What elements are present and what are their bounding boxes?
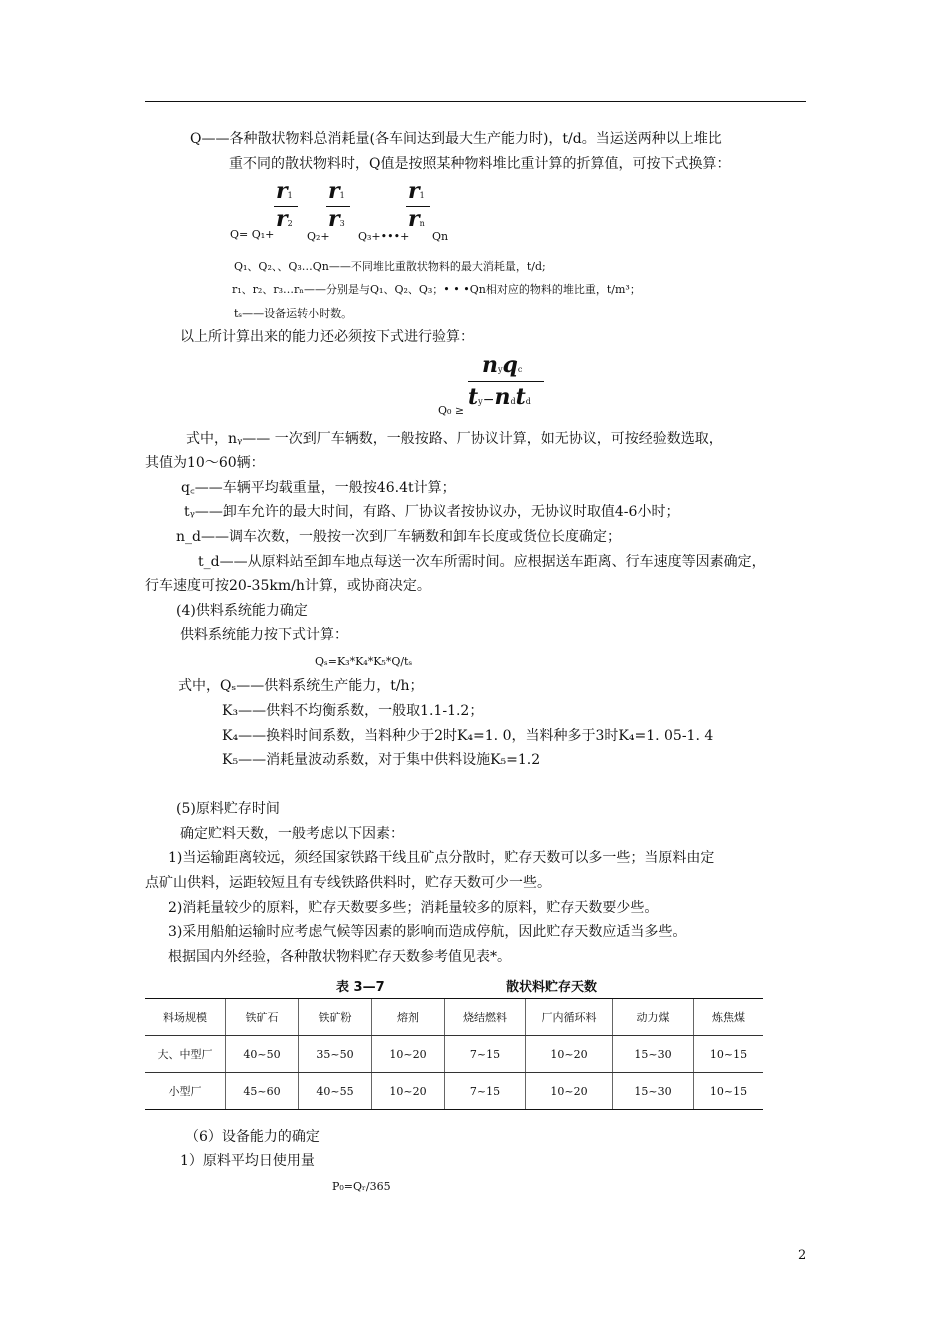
section-heading: （6）设备能力的确定 <box>185 1129 320 1145</box>
table-cell: 小型厂 <box>145 1073 226 1110</box>
text-line: K₃——供料不均衡系数，一般取1.1-1.2； <box>222 703 484 719</box>
text-line: n_d——调车次数，一般按一次到厂车辆数和卸车长度或货位长度确定； <box>176 529 621 545</box>
table-header-cell: 料场规模 <box>145 999 226 1036</box>
text-line: 1)当运输距离较远，须经国家铁路干线且矿点分散时，贮存天数可以多一些；当原料由定 <box>168 850 715 866</box>
text-line: Q₁、Q₂、、Q₃…Qn——不同堆比重散状物料的最大消耗量，t/d; <box>234 260 546 273</box>
text-line: r₁、r₂、r₃…rₙ——分别是与Q₁、Q₂、Q₃；• • •Qn相对应的物料的堆比重，t/m³； <box>232 283 641 296</box>
table-header-cell: 烧结燃料 <box>445 999 526 1036</box>
table-header-cell: 炼焦煤 <box>694 999 764 1036</box>
text-line: 式中，nᵧ—— 一次到厂车辆数，一般按路、厂协议计算，如无协议，可按经验数选取， <box>186 431 723 447</box>
text-line: 3)采用船舶运输时应考虑气候等因素的影响而造成停航，因此贮存天数应适当多些。 <box>168 924 687 940</box>
text-line: 确定贮料天数，一般考虑以下因素： <box>180 826 404 842</box>
table-header-cell: 厂内循环料 <box>526 999 613 1036</box>
table-cell: 10~15 <box>694 1073 764 1110</box>
text-line: K₅——消耗量波动系数，对于集中供料设施K₅=1.2 <box>222 752 541 768</box>
text-line: t_d——从原料站至卸车地点每送一次车所需时间。应根据送车距离、行车速度等因素确定， <box>198 554 766 570</box>
text-line: q꜀——车辆平均载重量，一般按46.4t计算； <box>181 480 456 496</box>
table-row <box>145 1073 763 1110</box>
text-line: 行车速度可按20-35km/h计算，或协商决定。 <box>145 578 431 594</box>
formula-capacity-check: nyqc Q₀ ≥ ty−ndtd <box>438 352 568 422</box>
section-heading: (5)原料贮存时间 <box>176 801 280 817</box>
table-cell: 10~20 <box>372 1036 445 1073</box>
formula-supply: Qₛ=K₃*K₄*K₅*Q/tₛ <box>315 655 413 668</box>
text-line: 根据国内外经验，各种散状物料贮存天数参考值见表*。 <box>168 949 511 965</box>
section-heading: (4)供料系统能力确定 <box>176 603 308 619</box>
table-header-cell: 铁矿粉 <box>299 999 372 1036</box>
table-cell: 10~20 <box>372 1073 445 1110</box>
text-line: 重不同的散状物料时，Q值是按照某种物料堆比重计算的折算值，可按下式换算： <box>229 156 731 172</box>
table-cell: 10~15 <box>694 1036 764 1073</box>
table-cell: 40~55 <box>299 1073 372 1110</box>
table-header-cell: 铁矿石 <box>226 999 299 1036</box>
table-cell: 35~50 <box>299 1036 372 1073</box>
page-number: 2 <box>798 1248 807 1263</box>
text-line: 供料系统能力按下式计算： <box>180 627 348 643</box>
table-cell: 7~15 <box>445 1073 526 1110</box>
table-caption-title: 散状料贮存天数 <box>506 980 598 995</box>
text-line: 其值为10～60辆： <box>145 455 265 471</box>
text-line: 1）原料平均日使用量 <box>180 1153 315 1169</box>
table-header-cell: 熔剂 <box>372 999 445 1036</box>
table-cell: 15~30 <box>613 1073 694 1110</box>
storage-days-table <box>145 998 763 1110</box>
formula-daily-usage: P₀=Qᵣ/365 <box>332 1180 391 1193</box>
text-line: 2)消耗量较少的原料，贮存天数要多些；消耗量较多的原料，贮存天数要少些。 <box>168 900 659 916</box>
text-line: tₛ——设备运转小时数。 <box>234 307 353 320</box>
formula-q-conversion: Q= Q₁+ r1 r2 Q₂+ r1 r3 Q₃+•••+ r1 rn Qn <box>230 178 449 243</box>
table-cell: 7~15 <box>445 1036 526 1073</box>
table-row <box>145 1036 763 1073</box>
text-line: tᵧ——卸车允许的最大时间，有路、厂协议者按协议办，无协议时取值4-6小时； <box>184 504 680 520</box>
table-cell: 15~30 <box>613 1036 694 1073</box>
table-cell: 45~60 <box>226 1073 299 1110</box>
table-cell: 40~50 <box>226 1036 299 1073</box>
table-cell: 大、中型厂 <box>145 1036 226 1073</box>
text-line: 以上所计算出来的能力还必须按下式进行验算： <box>180 329 474 345</box>
text-line: Q——各种散状物料总消耗量(各车间达到最大生产能力时)，t/d。当运送两种以上堆比 <box>190 131 722 147</box>
table-cell: 10~20 <box>526 1036 613 1073</box>
text-line: K₄——换料时间系数，当料种少于2时K₄=1. 0，当料种多于3时K₄=1. 05-1. 4 <box>222 728 714 744</box>
text-line: 点矿山供料，运距较短且有专线铁路供料时，贮存天数可少一些。 <box>145 875 551 891</box>
table-header-cell: 动力煤 <box>613 999 694 1036</box>
table-cell: 10~20 <box>526 1073 613 1110</box>
table-header-row <box>145 999 763 1036</box>
text-line: 式中，Qₛ——供料系统生产能力，t/h； <box>178 678 424 694</box>
table-caption-number: 表 3—7 <box>336 980 385 995</box>
header-rule <box>145 101 806 102</box>
